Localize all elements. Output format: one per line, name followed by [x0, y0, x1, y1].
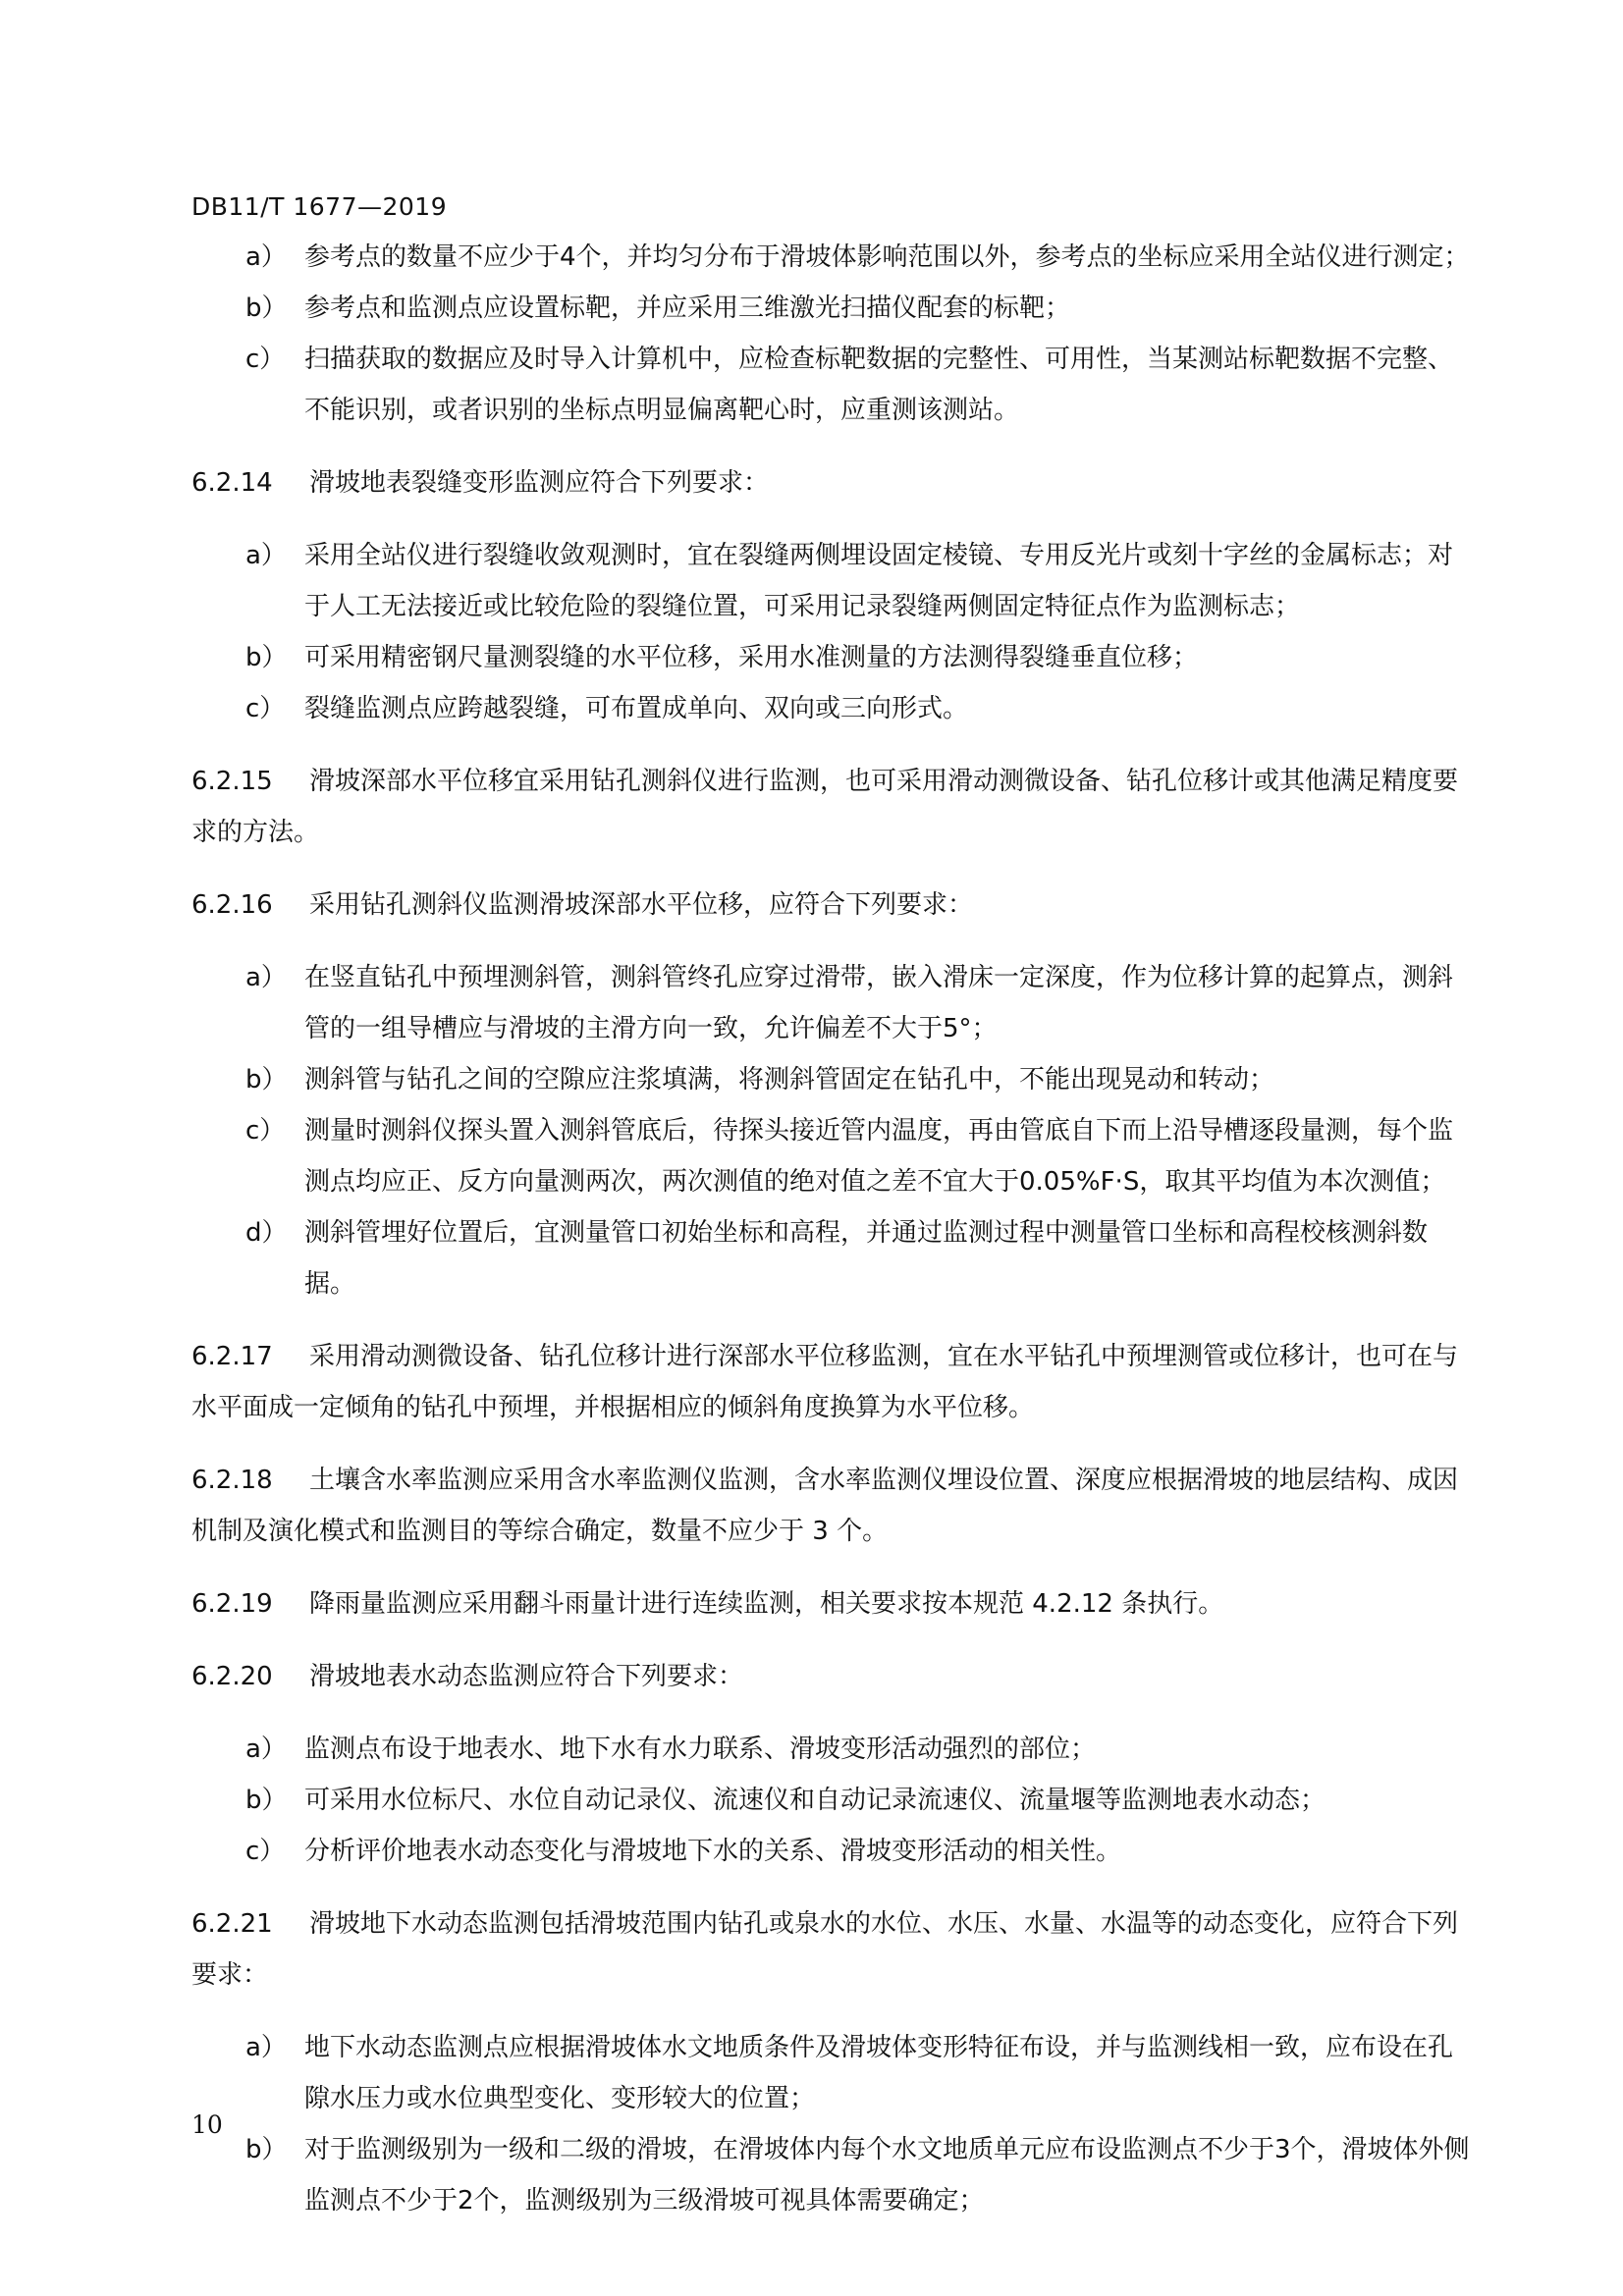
clause-text: 降雨量监测应采用翻斗雨量计进行连续监测，相关要求按本规范 4.2.12 条执行。 — [309, 1589, 1224, 1619]
item-text: 监测点布设于地表水、地下水有水力联系、滑坡变形活动强烈的部位； — [304, 1735, 1097, 1764]
item-text: 测斜管埋好位置后，宜测量管口初始坐标和高程，并通过监测过程中测量管口坐标和高程校核测斜数据。 — [304, 1218, 1429, 1299]
list-item — [191, 683, 1473, 734]
list-item — [191, 1826, 1473, 1877]
item-text: 采用全站仪进行裂缝收敛观测时，宜在裂缝两侧埋设固定棱镜、专用反光片或刻十字丝的金属标志；对于人工无法接近或比较危险的裂缝位置，可采用记录裂缝两侧固定特征点作为监测标志； — [304, 541, 1454, 621]
item-text: 裂缝监测点应跨越裂缝，可布置成单向、双向或三向形式。 — [304, 694, 969, 723]
clause-number: 6.2.17 — [191, 1342, 273, 1371]
clause-6-2-15 — [191, 756, 1473, 858]
item-text: 参考点的数量不应少于4个，并均匀分布于滑坡体影响范围以外，参考点的坐标应采用全站仪进行测定； — [304, 242, 1470, 272]
list-item — [191, 1054, 1473, 1105]
item-label: a） — [245, 242, 287, 272]
item-label: a） — [245, 1735, 287, 1764]
item-text: 测斜管与钻孔之间的空隙应注浆填满，将测斜管固定在钻孔中，不能出现晃动和转动； — [304, 1065, 1275, 1095]
clause-text: 采用钻孔测斜仪监测滑坡深部水平位移，应符合下列要求： — [309, 890, 974, 920]
item-label: b） — [245, 1786, 288, 1815]
clause-number: 6.2.14 — [191, 468, 273, 498]
list-item — [191, 1207, 1473, 1309]
item-label: a） — [245, 963, 287, 992]
page-number: 10 — [191, 2110, 223, 2139]
item-label: c） — [245, 694, 286, 723]
clause-6-2-19 — [191, 1578, 1473, 1629]
item-label: c） — [245, 1837, 286, 1866]
item-text: 扫描获取的数据应及时导入计算机中，应检查标靶数据的完整性、可用性，当某测站标靶数据不完整、不能识别，或者识别的坐标点明显偏离靶心时，应重测该测站。 — [304, 345, 1454, 425]
clause-6-2-17 — [191, 1331, 1473, 1433]
item-text: 地下水动态监测点应根据滑坡体水文地质条件及滑坡体变形特征布设，并与监测线相一致，应布设在孔隙水压力或水位典型变化、变形较大的位置； — [304, 2033, 1454, 2113]
clause-text: 滑坡深部水平位移宜采用钻孔测斜仪进行监测，也可采用滑动测微设备、钻孔位移计或其他满足精度要求的方法。 — [191, 767, 1459, 847]
clause-text: 采用滑动测微设备、钻孔位移计进行深部水平位移监测，宜在水平钻孔中预埋测管或位移计，也可在与水平面成一定倾角的钻孔中预埋，并根据相应的倾斜角度换算为水平位移。 — [191, 1342, 1459, 1422]
clause-number: 6.2.21 — [191, 1909, 273, 1939]
clause-number: 6.2.20 — [191, 1662, 273, 1691]
item-text: 可采用精密钢尺量测裂缝的水平位移，采用水准测量的方法测得裂缝垂直位移； — [304, 643, 1199, 672]
item-label: b） — [245, 1065, 288, 1095]
clause-text: 滑坡地下水动态监测包括滑坡范围内钻孔或泉水的水位、水压、水量、水温等的动态变化，应符合下列要求： — [191, 1909, 1459, 1990]
item-text: 可采用水位标尺、水位自动记录仪、流速仪和自动记录流速仪、流量堰等监测地表水动态； — [304, 1786, 1326, 1815]
item-text: 测量时测斜仪探头置入测斜管底后，待探头接近管内温度，再由管底自下而上沿导槽逐段量测，每个监测点均应正、反方向量测两次，两次测值的绝对值之差不宜大于0.05%F·S，取其平均值为本次测值； — [304, 1116, 1454, 1197]
list-item — [191, 530, 1473, 632]
item-label: b） — [245, 643, 288, 672]
clause-6-2-20 — [191, 1651, 1473, 1702]
item-text: 参考点和监测点应设置标靶，并应采用三维激光扫描仪配套的标靶； — [304, 294, 1071, 323]
clause-number: 6.2.15 — [191, 767, 273, 796]
clause-6-2-16 — [191, 880, 1473, 931]
intro-item-list — [191, 232, 1473, 436]
clause-number: 6.2.16 — [191, 890, 273, 920]
item-label: d） — [245, 1218, 288, 1248]
item-text: 对于监测级别为一级和二级的滑坡，在滑坡体内每个水文地质单元应布设监测点不少于3个，滑坡体外侧监测点不少于2个，监测级别为三级滑坡可视具体需要确定； — [304, 2135, 1470, 2216]
item-text: 在竖直钻孔中预埋测斜管，测斜管终孔应穿过滑带，嵌入滑床一定深度，作为位移计算的起算点，测斜管的一组导槽应与滑坡的主滑方向一致，允许偏差不大于5°； — [304, 963, 1454, 1043]
list-item — [191, 952, 1473, 1054]
clause-6-2-18 — [191, 1455, 1473, 1557]
list-item — [191, 1105, 1473, 1207]
list-item — [191, 232, 1473, 283]
clause-text: 土壤含水率监测应采用含水率监测仪监测，含水率监测仪埋设位置、深度应根据滑坡的地层结构、成因机制及演化模式和监测目的等综合确定，数量不应少于 3 个。 — [191, 1466, 1459, 1546]
list-item — [191, 283, 1473, 334]
clause-text: 滑坡地表水动态监测应符合下列要求： — [309, 1662, 744, 1691]
clause-6-2-14 — [191, 457, 1473, 508]
list-item — [191, 2022, 1473, 2124]
clause-number: 6.2.19 — [191, 1589, 273, 1619]
clause-item-list — [191, 2022, 1473, 2226]
document-body — [191, 232, 1473, 2226]
item-label: c） — [245, 345, 286, 374]
clause-6-2-21 — [191, 1898, 1473, 2001]
document-code-header: DB11/T 1677—2019 — [191, 192, 448, 221]
item-label: b） — [245, 2135, 288, 2164]
clause-number: 6.2.18 — [191, 1466, 273, 1495]
item-text: 分析评价地表水动态变化与滑坡地下水的关系、滑坡变形活动的相关性。 — [304, 1837, 1122, 1866]
item-label: c） — [245, 1116, 286, 1146]
list-item — [191, 1724, 1473, 1775]
clause-text: 滑坡地表裂缝变形监测应符合下列要求： — [309, 468, 770, 498]
item-label: a） — [245, 2033, 287, 2062]
list-item — [191, 2124, 1473, 2226]
list-item — [191, 632, 1473, 683]
list-item — [191, 1775, 1473, 1826]
clause-item-list — [191, 1724, 1473, 1877]
clause-item-list — [191, 952, 1473, 1309]
item-label: b） — [245, 294, 288, 323]
clause-item-list — [191, 530, 1473, 734]
item-label: a） — [245, 541, 287, 570]
list-item — [191, 334, 1473, 436]
